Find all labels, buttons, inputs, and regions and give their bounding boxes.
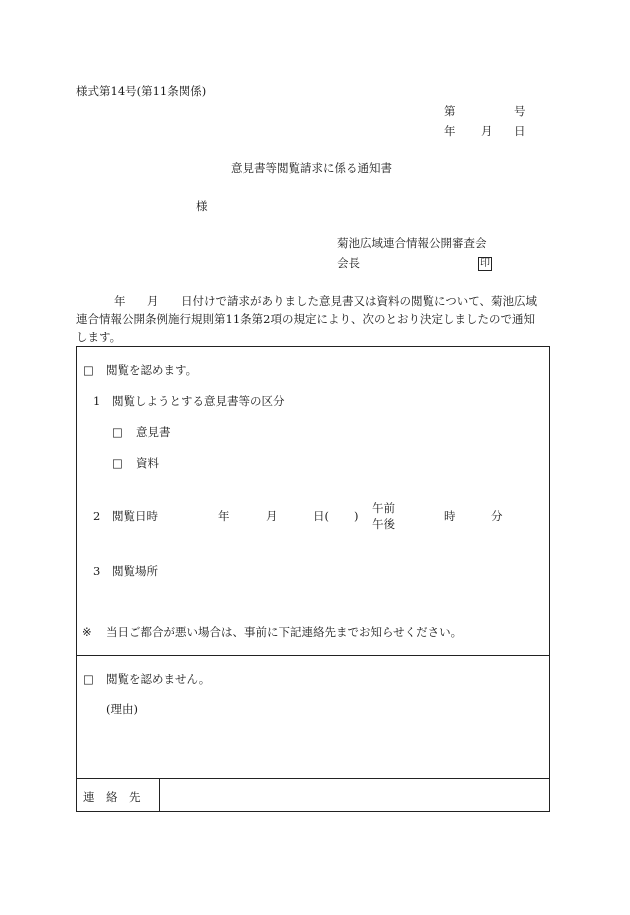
deny-label: 閲覧を認めません。 — [106, 672, 211, 686]
seal-icon: 印 — [480, 258, 490, 269]
seal-mark — [478, 255, 492, 271]
table-divider-approve-deny — [76, 655, 550, 656]
deny-reason-label: (理由) — [106, 702, 138, 716]
item2-label: 閲覧日時 — [112, 509, 158, 523]
date-year: 年 — [444, 124, 456, 138]
item3-label: 閲覧場所 — [112, 564, 158, 578]
body-month: 月 — [147, 294, 159, 308]
addressee-suffix: 様 — [196, 199, 208, 213]
table-divider-contact — [76, 778, 550, 779]
item2-number: 2 — [93, 509, 101, 523]
approve-checkbox[interactable]: □ — [83, 363, 94, 377]
body-line-2: 連合情報公開条例施行規則第11条第2項の規定により、次のとおり決定しましたので通知 — [76, 312, 535, 326]
body-line-1: 日付けで請求がありました意見書又は資料の閲覧について、菊池広域 — [181, 294, 538, 308]
note-text: 当日ご都合が悪い場合は、事前に下記連絡先までお知らせください。 — [106, 625, 463, 639]
document-number-prefix: 第 — [444, 104, 456, 118]
viewing-minute: 分 — [491, 509, 503, 523]
date-month: 月 — [481, 124, 493, 138]
issuer-organization: 菊池広域連合情報公開審査会 — [337, 236, 487, 250]
approve-label: 閲覧を認めます。 — [106, 363, 198, 377]
item3-number: 3 — [93, 564, 101, 578]
contact-label: 連 絡 先 — [83, 790, 141, 804]
document-title: 意見書等閲覧請求に係る通知書 — [231, 161, 392, 175]
viewing-month: 月 — [266, 509, 278, 523]
issuer-position: 会長 — [337, 256, 360, 270]
viewing-am: 午前 — [372, 501, 395, 515]
contact-cell-divider — [159, 778, 160, 812]
viewing-day: 日( — [313, 509, 329, 523]
date-day: 日 — [514, 124, 526, 138]
viewing-hour: 時 — [444, 509, 456, 523]
form-label: 様式第14号(第11条関係) — [76, 84, 207, 98]
deny-checkbox[interactable]: □ — [83, 672, 94, 686]
option-opinion-label: 意見書 — [136, 425, 171, 439]
option-material-label: 資料 — [136, 456, 159, 470]
note-mark: ※ — [82, 625, 92, 639]
option-opinion-checkbox[interactable]: □ — [112, 425, 123, 439]
document-number-suffix: 号 — [514, 104, 526, 118]
item1-label: 閲覧しようとする意見書等の区分 — [112, 394, 285, 408]
viewing-year: 年 — [218, 509, 230, 523]
body-year: 年 — [114, 294, 126, 308]
item1-number: 1 — [93, 394, 101, 408]
body-line-3: します。 — [76, 330, 122, 344]
viewing-weekday-close: ) — [354, 509, 359, 523]
decision-table — [76, 346, 550, 812]
option-material-checkbox[interactable]: □ — [112, 456, 123, 470]
viewing-pm: 午後 — [372, 517, 395, 531]
